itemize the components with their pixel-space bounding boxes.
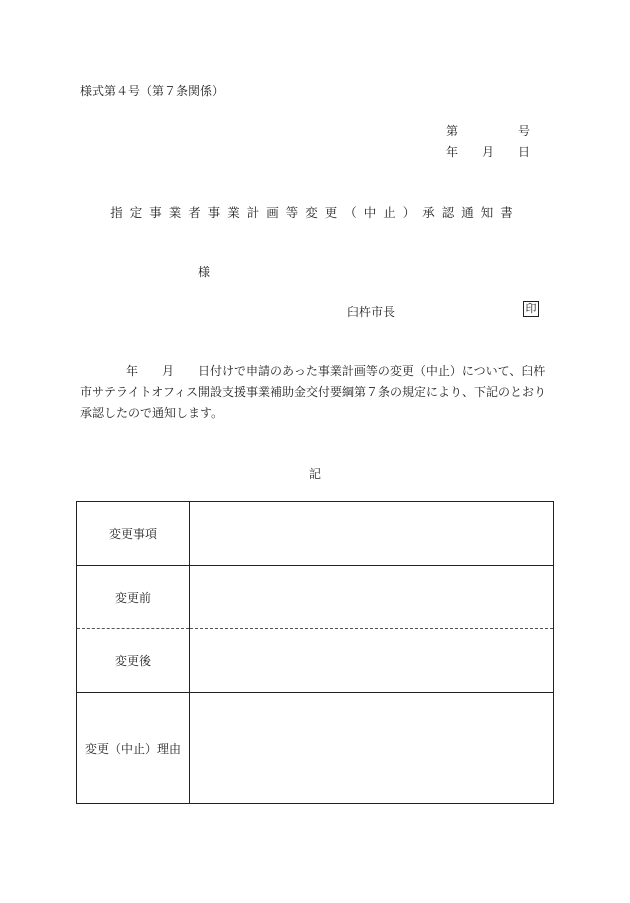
table-row [77, 629, 554, 693]
body-line-1-rest: 日付けで申請のあった事業計画等の変更（中止）について、臼杵 [198, 364, 546, 378]
table-row [77, 693, 554, 804]
issuer-name: 臼杵市長 [347, 305, 396, 319]
document-title: 指定事業者事業計画等変更（中止）承認通知書 [110, 205, 520, 220]
addressee-suffix: 様 [198, 265, 211, 279]
date-month: 月 [481, 145, 494, 159]
row-value [190, 566, 554, 629]
row-label: 変更事項 [77, 502, 190, 566]
body-line-2: 市サテライトオフィス開設支援事業補助金交付要綱第７条の規定により、下記のとおり [80, 385, 546, 399]
table-row [77, 502, 554, 566]
row-label: 変更（中止）理由 [77, 693, 190, 804]
row-label: 変更後 [77, 629, 190, 693]
row-value [190, 502, 554, 566]
row-value [190, 693, 554, 804]
change-detail-table [76, 501, 554, 804]
body-line-1 [80, 361, 554, 382]
body-text [80, 361, 554, 424]
date-day: 日 [517, 145, 530, 159]
body-month: 月 [162, 364, 175, 378]
ki-heading: 記 [308, 467, 321, 481]
form-number: 様式第４号（第７条関係） [80, 84, 225, 98]
date-line [446, 143, 530, 160]
doc-number-dai: 第 [446, 124, 459, 138]
document-number-line [446, 122, 530, 139]
table-row [77, 566, 554, 629]
date-year: 年 [446, 145, 459, 159]
doc-number-gou: 号 [517, 124, 530, 138]
row-value [190, 629, 554, 693]
row-label: 変更前 [77, 566, 190, 629]
body-line-3: 承認したので通知します。 [80, 406, 224, 420]
body-year: 年 [126, 364, 139, 378]
seal-mark: 印 [523, 301, 539, 317]
